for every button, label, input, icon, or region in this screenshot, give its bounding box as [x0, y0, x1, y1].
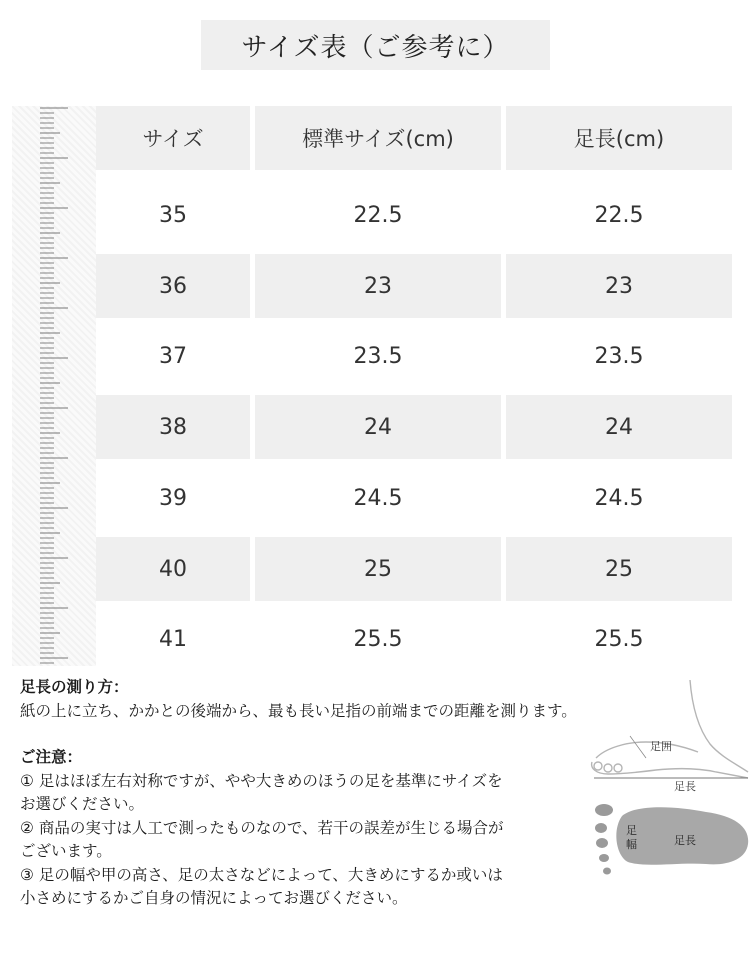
- foot-measurement-diagram: [586, 676, 750, 886]
- table-row: [96, 537, 732, 601]
- table-row: [96, 324, 732, 388]
- cell-foot-length: 22.5: [594, 202, 644, 228]
- cell-size: 40: [96, 537, 250, 601]
- header-standard-size: 標準サイズ(cm): [255, 106, 501, 170]
- cell-size: 38: [96, 395, 250, 459]
- cell-standard-size: 25: [255, 537, 501, 601]
- cell-standard-size: 25.5: [353, 626, 403, 652]
- caution-item-1-line-1: ① 足はほぼ左右対称ですが、やや大きめのほうの足を基準にサイズを: [20, 771, 503, 790]
- label-width-a: 足: [626, 824, 637, 837]
- notes-section: [20, 676, 660, 911]
- page-title: サイズ表（ご参考に）: [201, 20, 550, 70]
- measure-heading: 足長の測り方：: [20, 678, 129, 696]
- cell-size: 36: [96, 254, 250, 318]
- cell-size: 35: [159, 202, 187, 228]
- caution-item-3-line-2: 小さめにするかご自身の情況によってお選びください。: [20, 889, 408, 907]
- cell-standard-size: 22.5: [353, 202, 403, 228]
- cell-standard-size: 24.5: [353, 485, 403, 511]
- caution-item-1-line-2: お選びください。: [20, 795, 145, 813]
- label-length-top: 足長: [674, 780, 696, 793]
- table-row: [96, 466, 732, 530]
- cell-size: 41: [159, 626, 187, 652]
- table-row: [96, 183, 732, 247]
- caution-heading: ご注意：: [20, 748, 83, 766]
- cell-standard-size: 23: [255, 254, 501, 318]
- table-row: [96, 254, 732, 318]
- footprint-icon: [595, 804, 748, 875]
- caution-item-2-line-2: ございます。: [20, 842, 112, 860]
- cell-foot-length: 23.5: [594, 343, 644, 369]
- cell-foot-length: 24: [506, 395, 732, 459]
- cell-foot-length: 23: [506, 254, 732, 318]
- table-row: [96, 395, 732, 459]
- measure-text: 紙の上に立ち、かかとの後端から、最も長い足指の前端までの距離を測ります。: [20, 701, 577, 720]
- ruler-ticks: [12, 106, 96, 666]
- cell-standard-size: 24: [255, 395, 501, 459]
- cell-foot-length: 24.5: [594, 485, 644, 511]
- cell-standard-size: 23.5: [353, 343, 403, 369]
- foot-side-view-icon: [592, 680, 748, 778]
- cell-foot-length: 25.5: [594, 626, 644, 652]
- table-header-row: [96, 106, 732, 170]
- cell-foot-length: 25: [506, 537, 732, 601]
- caution-item-2-line-1: ② 商品の実寸は人工で測ったものなので、若干の誤差が生じる場合が: [20, 818, 504, 837]
- table-row: [96, 607, 732, 671]
- cell-size: 37: [159, 343, 187, 369]
- header-size: サイズ: [96, 106, 250, 170]
- caution-item-3-line-1: ③ 足の幅や甲の高さ、足の太さなどによって、大きめにするか或いは: [20, 865, 503, 884]
- label-girth: 足囲: [650, 740, 672, 753]
- label-length-bottom: 足長: [674, 834, 696, 847]
- girth-pointer: [630, 736, 646, 758]
- header-foot-length: 足長(cm): [506, 106, 732, 170]
- ruler-decoration: [12, 106, 96, 666]
- label-width-b: 幅: [626, 838, 637, 851]
- cell-size: 39: [159, 485, 187, 511]
